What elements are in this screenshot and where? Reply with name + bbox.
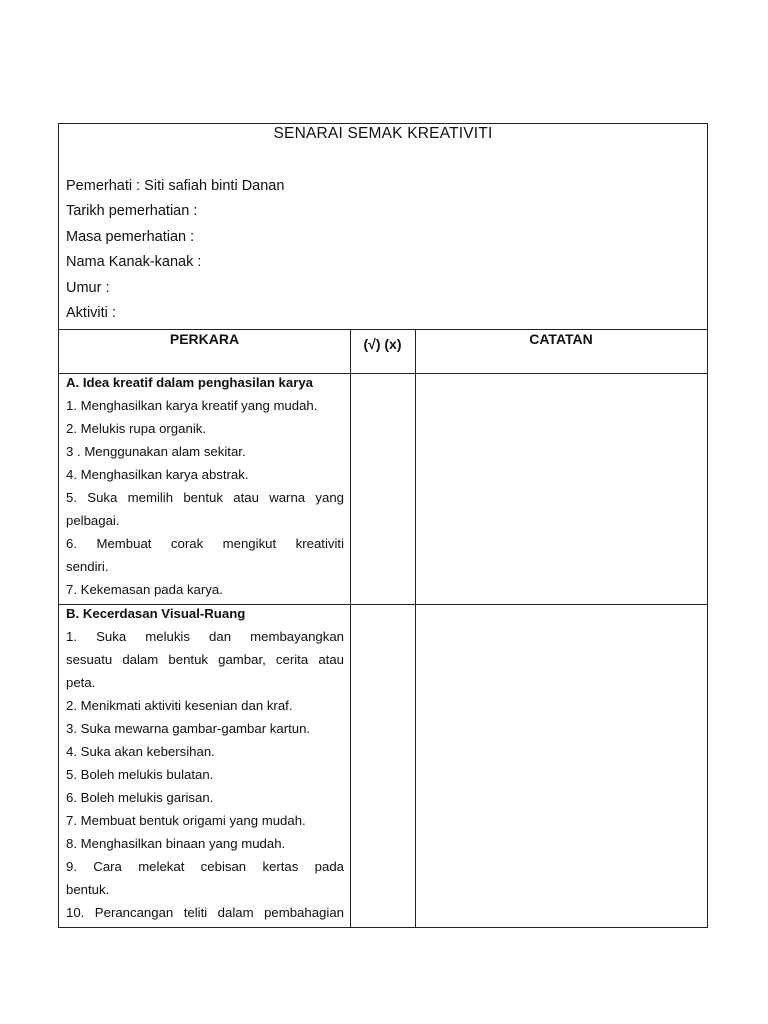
- section-a-heading: A. Idea kreatif dalam penghasilan karya: [66, 375, 314, 390]
- time-line: Masa pemerhatian :: [66, 228, 195, 245]
- list-item: 1. Menghasilkan karya kreatif yang mudah.: [66, 398, 318, 413]
- section-a: [66, 374, 344, 604]
- list-item: 7. Membuat bentuk origami yang mudah.: [66, 813, 306, 828]
- form-title: SENARAI SEMAK KREATIVITI: [273, 125, 493, 142]
- list-item: 1. Suka melukis dan membayangkan: [66, 629, 344, 644]
- section-b-heading: B. Kecerdasan Visual-Ruang: [66, 606, 246, 621]
- column-divider-2: [415, 329, 416, 927]
- list-item: 8. Menghasilkan binaan yang mudah.: [66, 836, 286, 851]
- list-item: 4. Menghasilkan karya abstrak.: [66, 467, 249, 482]
- observer-line: Pemerhati : Siti safiah binti Danan: [66, 178, 285, 194]
- list-item: 7. Kekemasan pada karya.: [66, 582, 223, 597]
- activity-line: Aktiviti :: [66, 304, 116, 321]
- list-item: bentuk.: [66, 882, 110, 897]
- list-item: 6. Membuat corak mengikut kreativiti: [66, 536, 344, 551]
- list-item: 5. Boleh melukis bulatan.: [66, 767, 214, 782]
- column-divider-1: [350, 329, 351, 927]
- list-item: 10. Perancangan teliti dalam pembahagian: [66, 905, 344, 920]
- observation-info: [66, 176, 284, 328]
- list-item: sesuatu dalam bentuk gambar, cerita atau: [66, 652, 344, 667]
- list-item: peta.: [66, 675, 96, 690]
- list-item: 2. Melukis rupa organik.: [66, 421, 207, 436]
- list-item: 3. Suka mewarna gambar-gambar kartun.: [66, 721, 311, 736]
- age-line: Umur :: [66, 279, 110, 296]
- list-item: 5. Suka memilih bentuk atau warna yang: [66, 490, 344, 505]
- list-item: 6. Boleh melukis garisan.: [66, 790, 214, 805]
- list-item: 3 . Menggunakan alam sekitar.: [66, 444, 246, 459]
- date-line: Tarikh pemerhatian :: [66, 203, 198, 220]
- header-catatan: CATATAN: [529, 331, 593, 347]
- header-check: (√) (x): [363, 336, 402, 352]
- table-top-border: [59, 329, 707, 330]
- section-b: [66, 605, 344, 927]
- child-name-line: Nama Kanak-kanak :: [66, 254, 202, 271]
- list-item: 2. Menikmati aktiviti kesenian dan kraf.: [66, 698, 293, 713]
- list-item: 9. Cara melekat cebisan kertas pada: [66, 859, 344, 874]
- header-perkara: PERKARA: [169, 331, 240, 347]
- list-item: pelbagai.: [66, 513, 120, 528]
- list-item: sendiri.: [66, 559, 109, 574]
- checklist-form: [58, 123, 708, 928]
- list-item: 4. Suka akan kebersihan.: [66, 744, 215, 759]
